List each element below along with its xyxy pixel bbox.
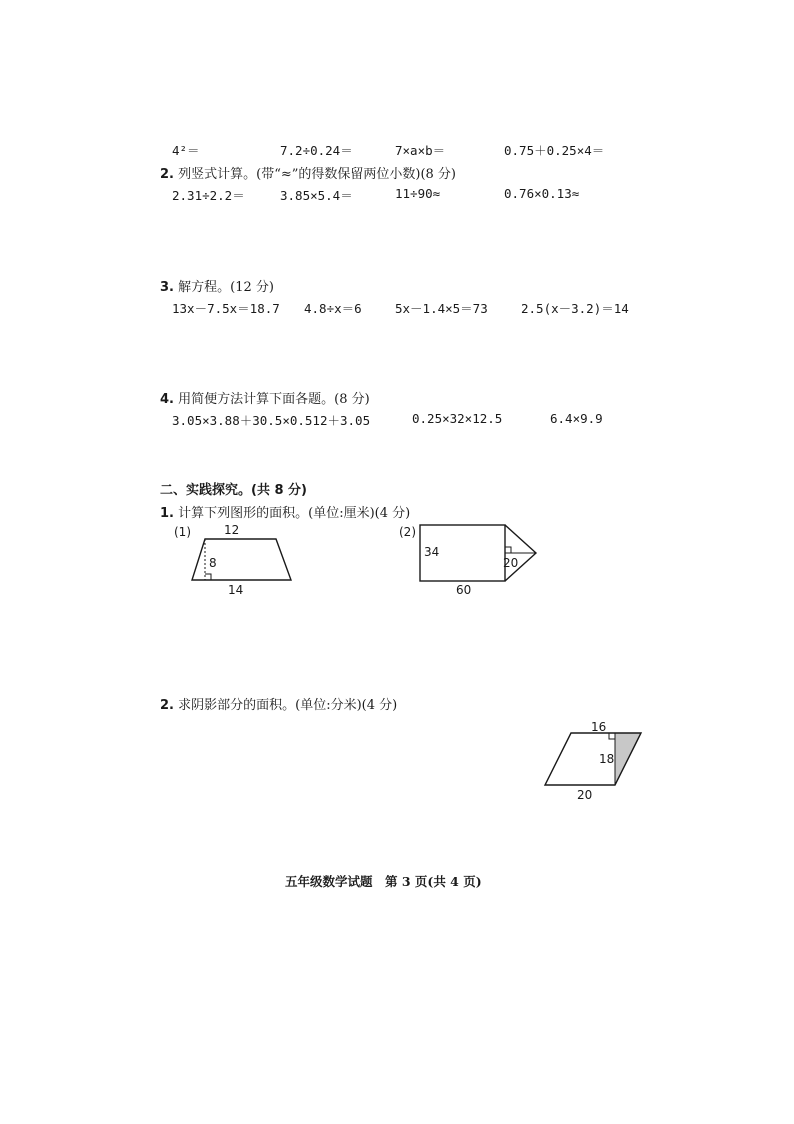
q4-item-2: 0.25×32×12.5 xyxy=(412,411,503,426)
q3-item-4: 2.5(x－3.2)＝14 xyxy=(521,301,629,316)
expr-4-squared: 4²＝ xyxy=(172,143,200,158)
q2-item-4: 0.76×0.13≈ xyxy=(504,186,580,201)
right-angle-mark xyxy=(205,574,211,580)
q2-item-1: 2.31÷2.2＝ xyxy=(172,188,245,203)
q2-heading xyxy=(160,163,456,182)
trapezoid-figure xyxy=(185,530,305,610)
q4-number: 4. xyxy=(160,392,174,407)
q2-title: 列竖式计算。(带“≈”的得数保留两位小数)(8 分) xyxy=(178,167,457,182)
q4-heading xyxy=(160,388,370,407)
fig3-height: 18 xyxy=(599,752,615,766)
s2-q2-number: 2. xyxy=(160,698,174,713)
q4-item-3: 6.4×9.9 xyxy=(550,411,603,426)
fig3-top-length: 16 xyxy=(591,720,607,734)
fig2-left-length: 34 xyxy=(424,545,440,559)
q4-item-1: 3.05×3.88＋30.5×0.512＋3.05 xyxy=(172,413,371,428)
right-angle-mark xyxy=(505,547,511,553)
q3-number: 3. xyxy=(160,280,174,295)
expr-0-75: 0.75＋0.25×4＝ xyxy=(504,143,605,158)
rect-triangle-figure xyxy=(415,520,555,600)
s2-q2-heading xyxy=(160,694,397,713)
section-2-title: 二、实践探究。(共 8 分) xyxy=(160,483,307,498)
s2-q2-title: 求阴影部分的面积。(单位:分米)(4 分) xyxy=(178,698,398,713)
q3-item-3: 5x－1.4×5＝73 xyxy=(395,301,488,316)
fig2-bottom-length: 60 xyxy=(456,583,472,597)
s2-q1-heading xyxy=(160,502,410,521)
right-angle-mark xyxy=(609,733,615,739)
q4-title: 用简便方法计算下面各题。(8 分) xyxy=(178,392,370,407)
fig2-label: (2) xyxy=(399,525,416,539)
expr-7-a-b: 7×a×b＝ xyxy=(395,143,446,158)
page-footer: 五年级数学试题 第 3 页(共 4 页) xyxy=(285,874,482,889)
q2-item-3: 11÷90≈ xyxy=(395,186,441,201)
s2-q1-title: 计算下列图形的面积。(单位:厘米)(4 分) xyxy=(178,506,411,521)
fig3-bottom-length: 20 xyxy=(577,788,593,802)
q3-item-1: 13x－7.5x＝18.7 xyxy=(172,301,280,316)
q3-item-2: 4.8÷x＝6 xyxy=(304,301,362,316)
q3-heading xyxy=(160,276,274,295)
fig1-bottom-length: 14 xyxy=(228,583,244,597)
fig1-height: 8 xyxy=(209,556,217,570)
s2-q1-number: 1. xyxy=(160,506,174,521)
fig2-triangle-height: 20 xyxy=(503,556,519,570)
fig1-top-length: 12 xyxy=(224,523,240,537)
q2-item-2: 3.85×5.4＝ xyxy=(280,188,353,203)
fig1-label: (1) xyxy=(174,525,191,539)
q2-number: 2. xyxy=(160,167,174,182)
expr-7-2-div: 7.2÷0.24＝ xyxy=(280,143,353,158)
q3-title: 解方程。(12 分) xyxy=(178,280,274,295)
